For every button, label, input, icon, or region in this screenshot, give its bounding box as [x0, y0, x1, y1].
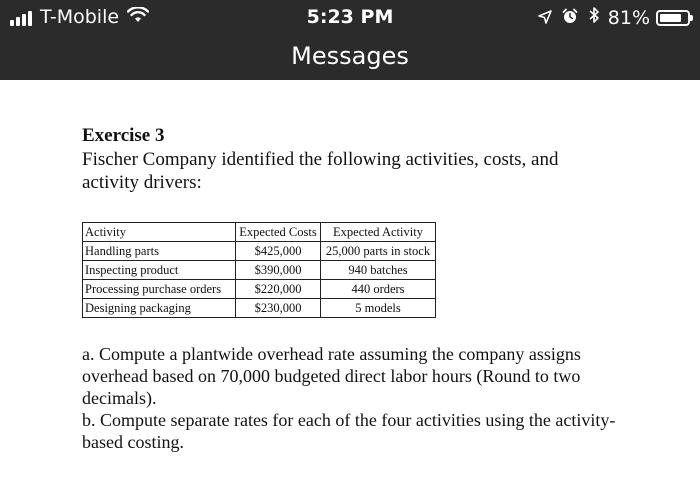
cell-cost: $220,000 — [236, 280, 321, 299]
table-header-row — [83, 223, 436, 242]
table-row — [83, 280, 436, 299]
header-activity: Activity — [83, 223, 236, 242]
cell-activity: Designing packaging — [83, 299, 236, 318]
cell-cost: $425,000 — [236, 242, 321, 261]
header-expected-activity: Expected Activity — [321, 223, 436, 242]
ios-status-and-nav-bar — [0, 0, 700, 80]
battery-percent: 81% — [607, 6, 650, 29]
location-arrow-icon — [538, 7, 552, 29]
carrier-name: T-Mobile — [40, 6, 120, 28]
table-row — [83, 261, 436, 280]
alarm-icon — [562, 7, 578, 29]
questions — [82, 343, 642, 453]
table-row — [83, 299, 436, 318]
header-expected-costs: Expected Costs — [236, 223, 321, 242]
exercise-title: Exercise 3 — [82, 125, 165, 146]
right-status-group — [528, 6, 690, 29]
battery-icon — [656, 10, 690, 26]
cell-driver: 25,000 parts in stock — [321, 242, 436, 261]
cell-cost: $390,000 — [236, 261, 321, 280]
cell-driver: 940 batches — [321, 261, 436, 280]
table-row — [83, 242, 436, 261]
bluetooth-icon — [588, 6, 600, 29]
cell-activity: Inspecting product — [83, 261, 236, 280]
exercise-intro: Fischer Company identified the following activities, costs, and activity drivers: — [82, 149, 559, 193]
status-bar — [0, 0, 700, 36]
clock-time: 5:23 PM — [306, 6, 394, 28]
question-a: a. Compute a plantwide overhead rate assuming the company assigns overhead based on 70,000 budgeted direct labor hours (Round to two decimals). — [82, 344, 581, 408]
cell-activity: Handling parts — [83, 242, 236, 261]
cell-cost: $230,000 — [236, 299, 321, 318]
nav-title: Messages — [291, 42, 409, 70]
exercise-text — [82, 124, 662, 194]
cell-activity: Processing purchase orders — [83, 280, 236, 299]
cell-driver: 440 orders — [321, 280, 436, 299]
cell-driver: 5 models — [321, 299, 436, 318]
question-b: b. Compute separate rates for each of the four activities using the activity-based costing. — [82, 410, 616, 452]
activities-table — [82, 222, 436, 318]
